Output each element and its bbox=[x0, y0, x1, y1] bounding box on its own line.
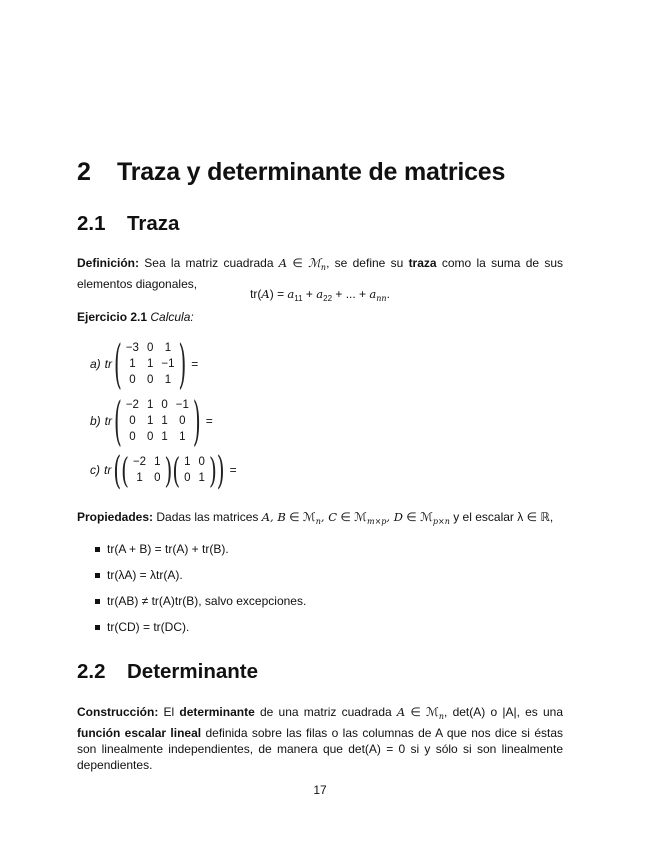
matrix-c1 bbox=[121, 449, 173, 491]
matrix-a-table bbox=[122, 340, 179, 388]
trace-operator: tr bbox=[104, 357, 113, 371]
property-text: tr(AB) ≠ tr(A)tr(B), salvo excepciones. bbox=[107, 594, 307, 608]
matrix-cell: 1 bbox=[164, 342, 172, 354]
right-paren: ) bbox=[192, 389, 201, 453]
matrix-cell: 0 bbox=[198, 456, 205, 468]
matrix-cell: 1 bbox=[184, 456, 191, 468]
equals-sign: = bbox=[229, 463, 237, 477]
matrix-cell: 0 bbox=[129, 374, 136, 386]
math-symbol: , D bbox=[386, 510, 403, 524]
formula-part: + bbox=[302, 287, 317, 301]
construction-text: El bbox=[158, 705, 180, 719]
formula-part: a bbox=[287, 287, 295, 301]
math-symbol: ∈ ℳ bbox=[337, 510, 367, 524]
matrix-row bbox=[129, 454, 165, 470]
chapter-heading bbox=[77, 158, 505, 187]
matrix-b-table bbox=[122, 397, 193, 445]
math-symbol: , C bbox=[320, 510, 338, 524]
matrix-a bbox=[114, 332, 187, 396]
properties-label: Propiedades: bbox=[77, 510, 154, 524]
formula-part: A bbox=[261, 287, 270, 301]
matrix-cell: 0 bbox=[184, 472, 191, 484]
properties-list bbox=[77, 541, 306, 645]
matrix-cell: −1 bbox=[175, 399, 189, 411]
outer-left-paren: ( bbox=[113, 447, 122, 493]
matrix-cell: 0 bbox=[146, 342, 154, 354]
definition-text: Sea la matriz cuadrada bbox=[139, 256, 279, 270]
section-title: Determinante bbox=[127, 660, 259, 683]
trace-formula bbox=[77, 287, 563, 303]
property-text: tr(A + B) = tr(A) + tr(B). bbox=[107, 542, 229, 556]
formula-part: + ... + bbox=[332, 287, 370, 301]
list-item bbox=[77, 619, 306, 645]
matrix-cell: 1 bbox=[146, 358, 154, 370]
bold-term: función escalar lineal bbox=[77, 726, 202, 740]
construction-label: Construcción: bbox=[77, 705, 159, 719]
in-symbol: ∈ bbox=[287, 256, 309, 270]
construction-text: de una matriz cuadrada bbox=[254, 705, 397, 719]
list-item bbox=[77, 593, 306, 619]
exercise-a bbox=[90, 332, 199, 396]
matrix-cell: 1 bbox=[129, 358, 136, 370]
matrix-cell: 1 bbox=[161, 415, 168, 427]
exercise-label: Ejercicio 2.1 bbox=[77, 310, 148, 324]
matrix-row bbox=[180, 470, 209, 486]
matrix-c2 bbox=[172, 449, 217, 491]
right-paren: ) bbox=[178, 332, 187, 396]
exercise-a-label: a) bbox=[90, 357, 101, 371]
math-symbol: ∈ ℳ bbox=[285, 510, 316, 524]
section-heading-traza bbox=[77, 212, 179, 236]
matrix-symbol: A bbox=[278, 256, 288, 270]
matrix-row bbox=[122, 397, 193, 413]
equals-sign: = bbox=[205, 414, 213, 428]
matrix-cell: 0 bbox=[146, 431, 154, 443]
math-symbol: ∈ ℳ bbox=[405, 705, 439, 719]
matrix-row bbox=[180, 454, 209, 470]
matrix-row bbox=[129, 470, 165, 486]
subscript: 11 bbox=[294, 294, 303, 303]
matrix-cell: 1 bbox=[164, 374, 172, 386]
chapter-number: 2 bbox=[77, 158, 91, 186]
math-symbol: ∈ ℳ bbox=[402, 510, 433, 524]
formula-part: a bbox=[369, 287, 377, 301]
equals-sign: = bbox=[191, 357, 199, 371]
section-number: 2.1 bbox=[77, 212, 106, 235]
matrix-cell: 1 bbox=[198, 472, 205, 484]
construction-text: definida sobre las filas o las columnas de A que nos dice si éstas son linealmente independientes, de manera que det(A) = 0 si y sólo si son linealmente dependientes. bbox=[77, 726, 564, 772]
construction-paragraph bbox=[77, 704, 563, 773]
matrix-cell: 1 bbox=[146, 399, 154, 411]
exercise-b bbox=[90, 389, 213, 453]
matrix-row bbox=[122, 372, 179, 388]
properties-text: Dadas las matrices bbox=[153, 510, 262, 524]
matrix-row bbox=[122, 429, 193, 445]
property-text: tr(CD) = tr(DC). bbox=[107, 620, 190, 634]
bullet-icon bbox=[95, 573, 100, 578]
matrix-cell: 1 bbox=[161, 431, 168, 443]
definition-text: , se define su bbox=[326, 256, 409, 270]
formula-part: . bbox=[386, 287, 390, 301]
formula-part: ) = bbox=[269, 287, 288, 301]
exercise-c bbox=[90, 447, 237, 493]
exercise-text: Calcula: bbox=[147, 310, 194, 324]
trace-operator: tr bbox=[104, 414, 113, 428]
section-heading-determinante bbox=[77, 660, 258, 684]
list-item bbox=[77, 567, 306, 593]
matrix-cell: −2 bbox=[125, 399, 139, 411]
matrix-c1-table bbox=[129, 454, 165, 486]
matrix-c2-table bbox=[180, 454, 209, 486]
outer-right-paren: ) bbox=[216, 447, 225, 493]
math-symbol: A bbox=[396, 705, 406, 719]
property-text: tr(λA) = λtr(A). bbox=[107, 568, 183, 582]
properties-paragraph bbox=[77, 509, 563, 530]
properties-text: y el escalar λ ∈ ℝ, bbox=[449, 510, 554, 524]
right-paren: ) bbox=[208, 449, 217, 491]
exercise-b-label: b) bbox=[90, 414, 101, 428]
section-number: 2.2 bbox=[77, 660, 106, 683]
left-paren: ( bbox=[114, 389, 122, 453]
matrix-set-symbol: ℳ bbox=[308, 256, 321, 270]
subscript: n bbox=[315, 517, 321, 526]
matrix-cell: 0 bbox=[154, 472, 161, 484]
matrix-cell: 0 bbox=[179, 415, 186, 427]
section-title: Traza bbox=[127, 212, 180, 235]
trace-operator: tr bbox=[104, 463, 112, 477]
construction-text: , det(A) o |A|, es una bbox=[444, 705, 564, 719]
matrix-cell: 1 bbox=[146, 415, 154, 427]
bold-term: traza bbox=[408, 256, 437, 270]
matrix-cell: 1 bbox=[136, 472, 143, 484]
subscript: 22 bbox=[323, 294, 333, 303]
list-item bbox=[77, 541, 306, 567]
definition-label: Definición: bbox=[77, 256, 139, 270]
matrix-cell: 0 bbox=[129, 431, 136, 443]
bullet-icon bbox=[95, 625, 100, 630]
math-symbol: A, B bbox=[261, 510, 286, 524]
subscript: nn bbox=[376, 294, 387, 303]
right-paren: ) bbox=[164, 449, 173, 491]
subscript: n bbox=[438, 712, 445, 721]
left-paren: ( bbox=[121, 449, 129, 491]
matrix-cell: 1 bbox=[179, 431, 186, 443]
matrix-cell: 0 bbox=[146, 374, 154, 386]
bullet-icon bbox=[95, 599, 100, 604]
definition-text: como la suma de sus elementos diagonales, bbox=[77, 256, 563, 291]
bullet-icon bbox=[95, 547, 100, 552]
chapter-title: Traza y determinante de matrices bbox=[117, 158, 506, 186]
exercise-heading bbox=[77, 309, 563, 325]
left-paren: ( bbox=[114, 332, 122, 396]
left-paren: ( bbox=[172, 449, 181, 491]
matrix-cell: 0 bbox=[161, 399, 168, 411]
page-number: 17 bbox=[313, 783, 327, 797]
subscript: p×n bbox=[432, 517, 450, 526]
matrix-cell: −1 bbox=[161, 358, 175, 370]
matrix-cell: −2 bbox=[132, 456, 147, 468]
matrix-cell: −3 bbox=[125, 342, 139, 354]
formula-part: tr( bbox=[250, 287, 262, 301]
bold-term: determinante bbox=[179, 705, 255, 719]
exercise-c-label: c) bbox=[90, 463, 100, 477]
formula-part: a bbox=[316, 287, 324, 301]
matrix-row bbox=[122, 356, 179, 372]
subscript: n bbox=[320, 263, 327, 272]
matrix-b bbox=[114, 389, 201, 453]
matrix-row bbox=[122, 340, 179, 356]
subscript: m×p bbox=[367, 517, 387, 526]
matrix-cell: 0 bbox=[129, 415, 136, 427]
matrix-cell: 1 bbox=[154, 456, 161, 468]
matrix-row bbox=[122, 413, 193, 429]
